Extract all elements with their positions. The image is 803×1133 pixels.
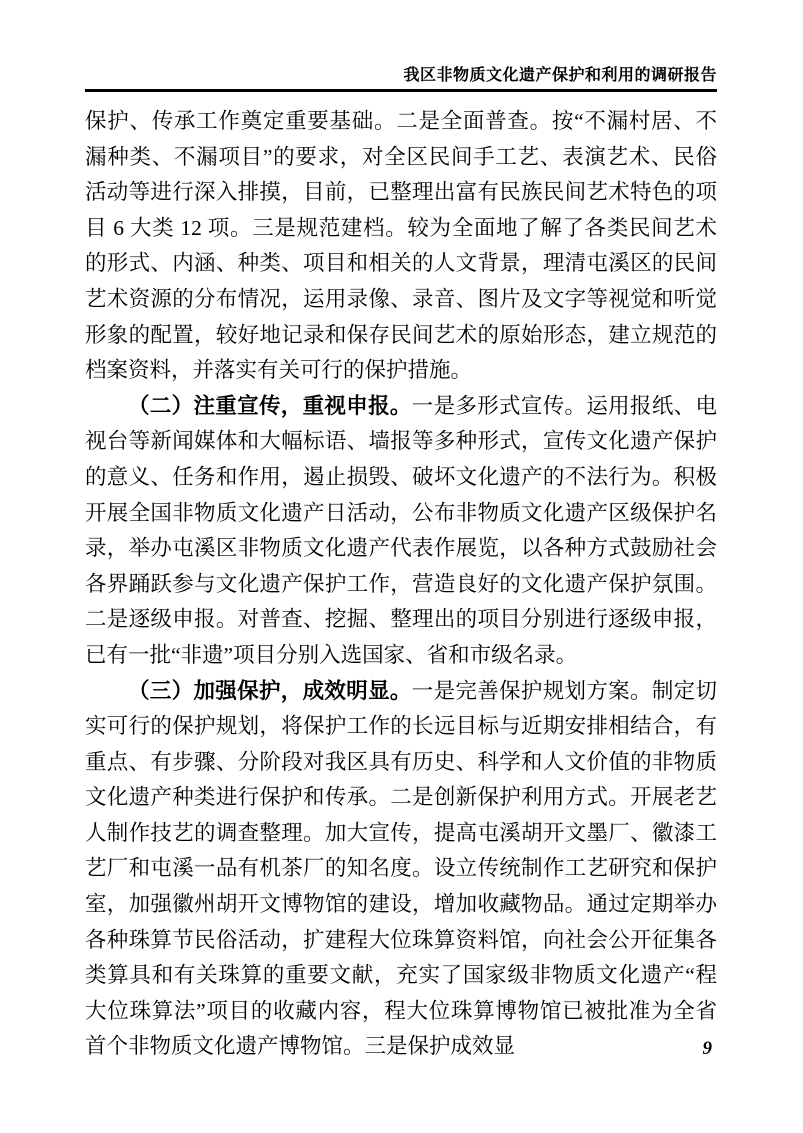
document-body — [85, 104, 717, 1065]
paragraph-lead: （二）注重宣传，重视申报。 — [128, 393, 412, 418]
paragraph-text: 一是完善保护规划方案。制定切实可行的保护规划，将保护工作的长远目标与近期安排相结合，有重点、有步骤、分阶段对我区具有历史、科学和人文价值的非物质文化遗产种类进行保护和传承。二是创新保护利用方式。开展老艺人制作技艺的调查整理。加大宣传，提高屯溪胡开文墨厂、徽漆工艺厂和屯溪一品有机茶厂的知名度。设立传统制作工艺研究和保护室，加强徽州胡开文博物馆的建设，增加收藏物品。通过定期举办各种珠算节民俗活动，扩建程大位珠算资料馆，向社会公开征集各类算具和有关珠算的重要文献，充实了国家级非物质文化遗产“程大位珠算法”项目的收藏内容，程大位珠算博物馆已被批准为全省首个非物质文化遗产博物馆。三是保护成效显 — [85, 678, 717, 1059]
header-rule — [85, 89, 717, 92]
paragraph-continuation — [85, 104, 717, 389]
header-title: 我区非物质文化遗产保护和利用的调研报告 — [403, 67, 717, 84]
paragraph-section-3 — [85, 674, 717, 1066]
paragraph-text: 保护、传承工作奠定重要基础。二是全面普查。按“不漏村居、不漏种类、不漏项目”的要求，对全区民间手工艺、表演艺术、民俗活动等进行深入排摸，目前，已整理出富有民族民间艺术特色的项目 6 大类 12 项。三是规范建档。较为全面地了解了各类民间艺术的形式、内涵、种类、项目和相关的人文背景，理清屯溪区的民间艺术资源的分布情况，运用录像、录音、图片及文字等视觉和听觉形象的配置，较好地记录和保存民间艺术的原始形态，建立规范的档案资料，并落实有关可行的保护措施。 — [85, 109, 717, 383]
paragraph-text: 一是多形式宣传。运用报纸、电视台等新闻媒体和大幅标语、墙报等多种形式，宣传文化遗产保护的意义、任务和作用，遏止损毁、破坏文化遗产的不法行为。积极开展全国非物质文化遗产日活动，公布非物质文化遗产区级保护名录，举办屯溪区非物质文化遗产代表作展览，以各种方式鼓励社会各界踊跃参与文化遗产保护工作，营造良好的文化遗产保护氛围。二是逐级申报。对普查、挖掘、整理出的项目分别进行逐级申报，已有一批“非遗”项目分别入选国家、省和市级名录。 — [85, 393, 717, 667]
page-number: 9 — [702, 1038, 712, 1059]
page-header — [85, 62, 717, 92]
paragraph-section-2 — [85, 389, 717, 674]
paragraph-lead: （三）加强保护，成效明显。 — [128, 678, 412, 703]
